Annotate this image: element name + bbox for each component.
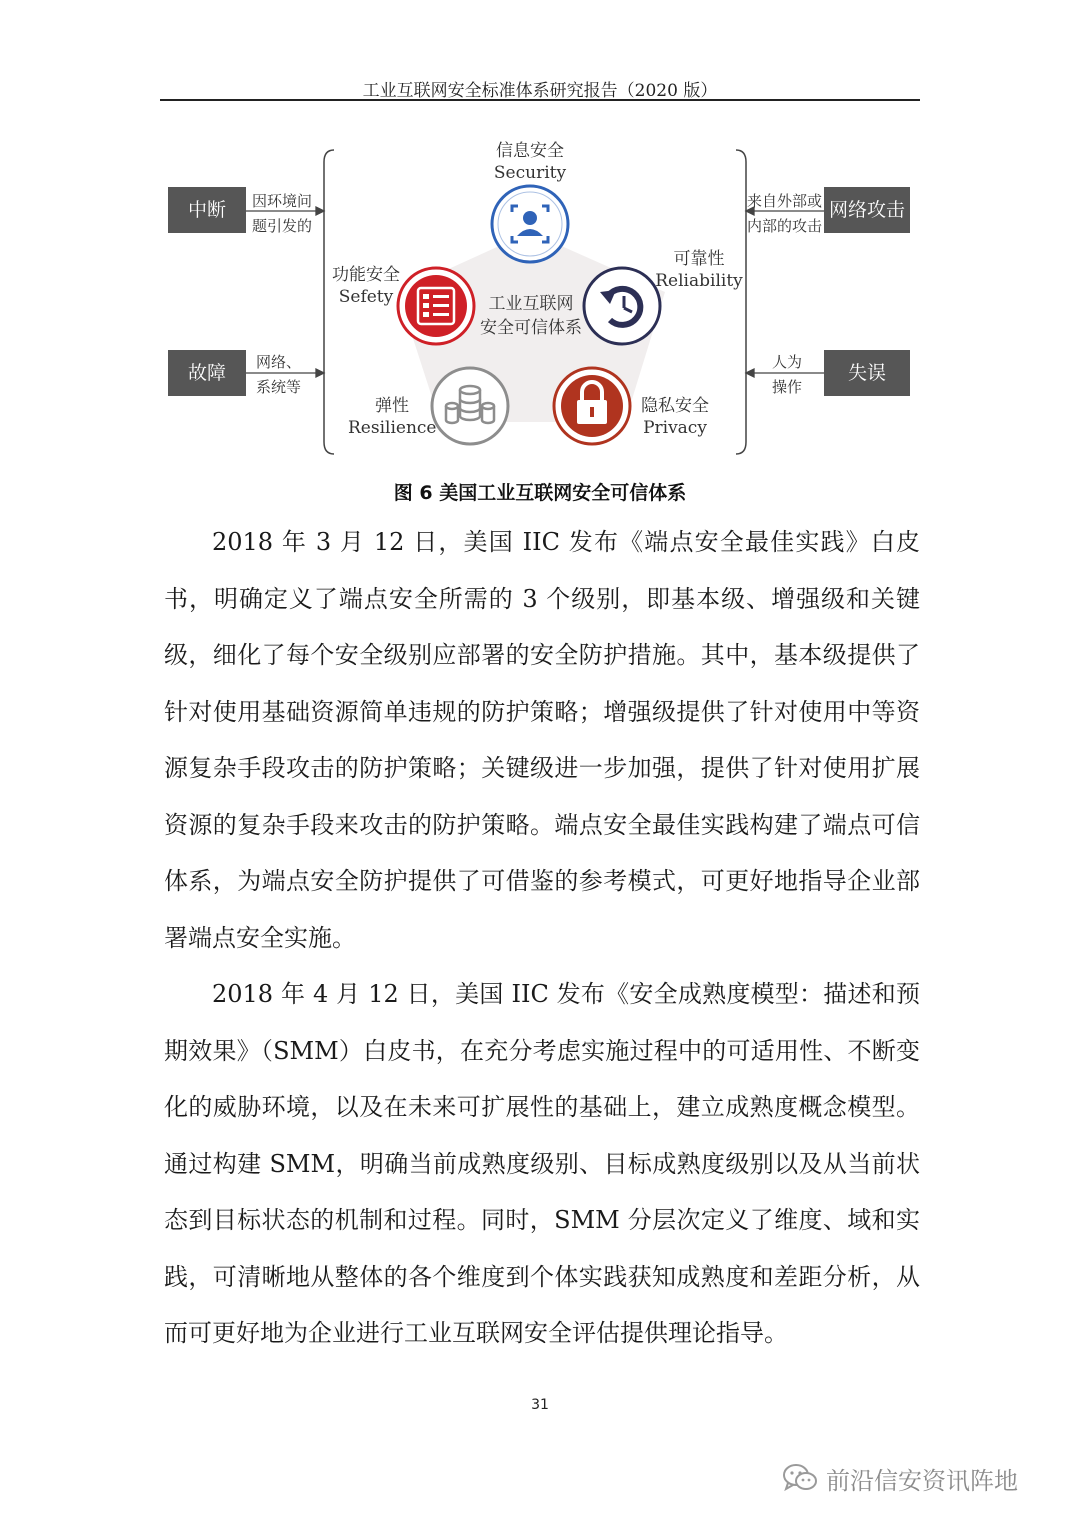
padlock-icon <box>554 368 630 444</box>
privacy-label-zh: 隐私安全 <box>641 396 709 416</box>
center-label-line-1: 工业互联网 <box>488 294 574 314</box>
privacy-label <box>632 395 718 439</box>
network-attack-note-line-1: 来自外部或 <box>747 192 823 210</box>
reliability-label-en: Reliability <box>655 271 743 291</box>
reliability-label <box>654 248 744 292</box>
security-label-en: Security <box>493 163 567 183</box>
wechat-icon <box>782 1463 818 1493</box>
header-divider <box>160 99 920 101</box>
resilience-label-en: Resilience <box>348 418 437 438</box>
page-header-title: 工业互联网安全标准体系研究报告（2020 版） <box>362 81 718 101</box>
fault-note <box>256 350 301 400</box>
interruption-note <box>252 189 312 239</box>
network-attack-box: 网络攻击 <box>824 187 910 233</box>
checklist-icon <box>398 268 474 344</box>
network-attack-note <box>747 189 822 239</box>
body-paragraph-2: 2018 年 4 月 12 日，美国 IIC 发布《安全成熟度模型：描述和预期效果》（SMM）白皮书，在充分考虑实施过程中的可适用性、不断变化的威胁环境，以及在未来可扩展性的基础上，建立成熟度概念模型。通过构建 SMM，明确当前成熟度级别、目标成熟度级别以及从当前状态到目标状态的机制和过程。同时，SMM 分层次定义了维度、域和实践，可清晰地从整体的各个维度到个体实践获知成熟度和差距分析，从而可更好地为企业进行工业互联网安全评估提供理论指导。 <box>164 980 920 1347</box>
interruption-note-line-1: 因环境问 <box>252 192 313 210</box>
center-label-line-2: 安全可信体系 <box>480 318 582 338</box>
user-scan-icon <box>492 186 568 262</box>
human-error-note <box>772 350 802 400</box>
security-label <box>480 140 580 184</box>
fault-note-line-1: 网络、 <box>256 353 302 371</box>
watermark-text: 前沿信安资讯阵地 <box>826 1466 1018 1495</box>
human-error-note-line-2: 操作 <box>772 378 803 396</box>
fault-note-line-2: 系统等 <box>256 378 302 396</box>
figure-caption: 图 6 美国工业互联网安全可信体系 <box>393 482 687 504</box>
safety-label-zh: 功能安全 <box>332 265 400 285</box>
safety-label <box>326 264 406 308</box>
right-brace <box>736 150 746 454</box>
interruption-box: 中断 <box>168 187 246 233</box>
human-error-box: 失误 <box>824 350 910 396</box>
page-number: 31 <box>531 1397 549 1413</box>
privacy-label-en: Privacy <box>643 418 707 438</box>
interruption-note-line-2: 题引发的 <box>252 217 313 235</box>
safety-label-en: Sefety <box>338 287 394 307</box>
trust-framework-figure <box>160 132 920 472</box>
security-label-zh: 信息安全 <box>496 141 564 161</box>
human-error-note-line-1: 人为 <box>772 353 803 371</box>
database-icon <box>432 368 508 444</box>
network-attack-note-line-2: 内部的攻击 <box>747 217 823 235</box>
fault-box: 故障 <box>168 350 246 396</box>
resilience-label-zh: 弹性 <box>375 396 409 416</box>
resilience-label <box>348 395 436 439</box>
body-paragraph-1: 2018 年 3 月 12 日，美国 IIC 发布《端点安全最佳实践》白皮书，明确定义了端点安全所需的 3 个级别，即基本级、增强级和关键级，细化了每个安全级别应部署的安全防护措施。其中，基本级提供了针对使用基础资源简单违规的防护策略；增强级提供了针对使用中等资源复杂手段攻击的防护策略；关键级进一步加强，提供了针对使用扩展资源的复杂手段来攻击的防护策略。端点安全最佳实践构建了端点可信体系，为端点安全防护提供了可借鉴的参考模式，可更好地指导企业部署端点安全实施。 <box>164 528 920 952</box>
center-label <box>472 292 590 340</box>
watermark <box>782 1458 1052 1498</box>
refresh-clock-icon <box>584 268 660 344</box>
reliability-label-zh: 可靠性 <box>673 249 725 269</box>
